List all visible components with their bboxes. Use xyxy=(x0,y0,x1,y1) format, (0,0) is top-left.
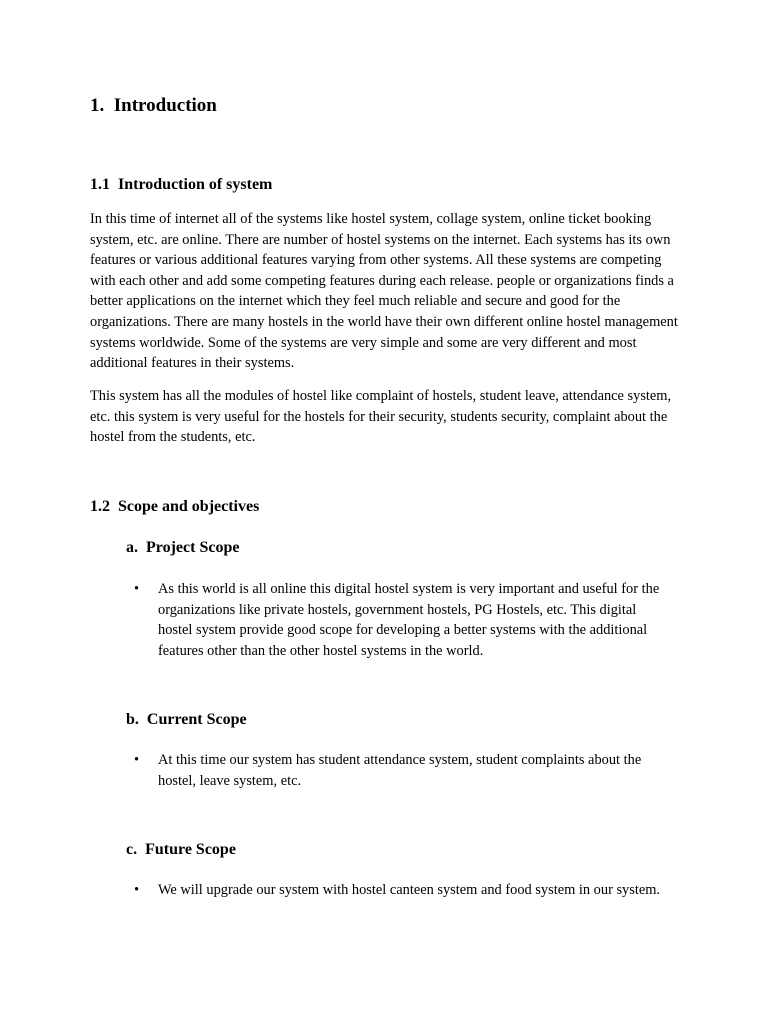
subsection-title: Current Scope xyxy=(146,711,247,728)
paragraph-intro-1: In this time of internet all of the systems like hostel system, collage system, online ticket booking system, etc. are online. There are number of hostel systems on the internet. Each systems has its own features or various additional features varying from other systems. All these systems are competing with each other and add some competing features during each release. people or organizations finds a better applications on the internet which they feel much reliable and secure and good for the organizations. There are many hostels in the world have their own different online hostel management systems worldwide. Some of the systems are very simple and some are very different and most additional features in their systems. xyxy=(90,211,678,372)
subsection-letter: c. xyxy=(126,841,138,858)
paragraph-intro-2: This system has all the modules of hostel like complaint of hostels, student leave, attendance system, etc. this system is very useful for the hostels for their security, students security, complaint about the hostel from the students, etc. xyxy=(90,388,672,446)
section-title: Scope and objectives xyxy=(118,498,260,515)
list-item-project-scope xyxy=(134,579,674,661)
subsection-letter: b. xyxy=(126,711,139,728)
heading-future-scope xyxy=(126,840,236,860)
subsection-letter: a. xyxy=(126,539,138,556)
list-item-text: At this time our system has student attendance system, student complaints about the hostel, leave system, etc. xyxy=(158,752,642,789)
subsection-title: Project Scope xyxy=(146,539,240,556)
heading-introduction-of-system xyxy=(90,175,272,195)
section-number: 1.1 xyxy=(90,176,110,193)
list-item-current-scope xyxy=(134,750,674,791)
bullet-icon: • xyxy=(134,752,140,768)
list-item-text: As this world is all online this digital hostel system is very important and useful for the organizations like private hostels, government hostels, PG Hostels, etc. This digital hostel system provide good scope for developing a better systems with the additional features other than the other hostel systems in the world. xyxy=(158,581,660,659)
heading-introduction xyxy=(90,94,217,118)
heading-current-scope xyxy=(126,710,247,730)
heading-scope-and-objectives xyxy=(90,497,259,517)
heading-project-scope xyxy=(126,538,239,558)
list-item-future-scope xyxy=(134,880,674,901)
heading-title: Introduction xyxy=(113,95,217,116)
subsection-title: Future Scope xyxy=(145,841,236,858)
section-title: Introduction of system xyxy=(118,176,273,193)
bullet-icon: • xyxy=(134,581,140,597)
list-item-text: We will upgrade our system with hostel canteen system and food system in our system. xyxy=(158,882,661,898)
heading-number: 1. xyxy=(90,95,105,116)
bullet-icon: • xyxy=(134,882,140,898)
section-number: 1.2 xyxy=(90,498,110,515)
